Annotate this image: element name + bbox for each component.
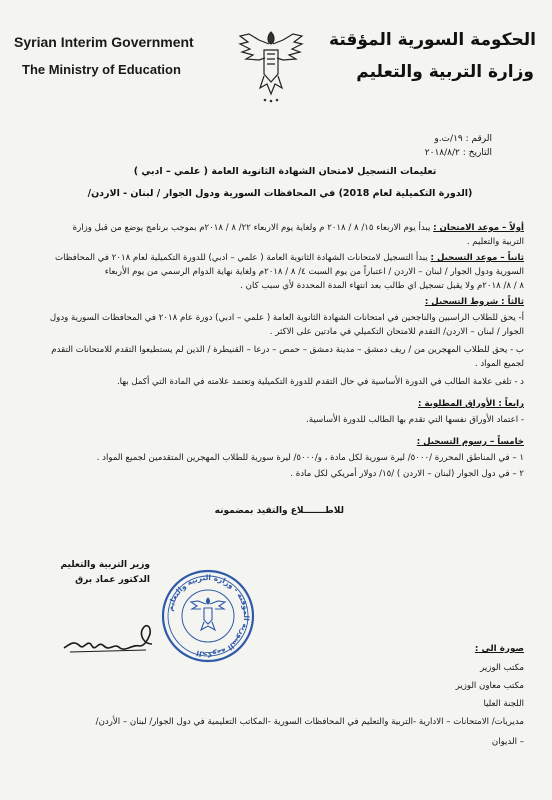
- section-4-line1: - اعتماد الأوراق نفسها التي تقدم بها الطالب للدورة الأساسية.: [306, 415, 524, 425]
- section-1-heading: أولاً – موعد الامتحان :: [433, 223, 524, 233]
- section-2-text: يبدأ التسجيل لامتحانات الشهادة الثانوية العامة ( علمي – ادبي) للدورة التكميلية لعام ٢٠١٨ في المحافظات: [54, 253, 428, 263]
- section-2-line1: [55, 252, 524, 265]
- cc-item: اللجنة العليا: [483, 699, 524, 709]
- header-ministry-en: The Ministry of Education: [22, 62, 181, 77]
- section-3-b-line2: لجميع المواد .: [474, 359, 524, 369]
- section-1-text: يبدأ يوم الاربعاء ١٥/ ٨ / ٢٠١٨ م ولغاية يوم الاربعاء ٢٢/ ٨ / ٢٠١٨م بموجب برنامج يوضع من قبل وزارة: [72, 223, 431, 233]
- section-2-heading: ثانياً – موعد التسجيل :: [430, 253, 524, 263]
- ref-date: التاريخ : ٢٠١٨/٨/٢: [424, 148, 492, 158]
- closing-note: للاطـــــــلاع والتقيد بمضمونه: [214, 506, 344, 516]
- header-ministry-ar: وزارة التربية والتعليم: [356, 62, 534, 82]
- doc-title-line2: (الدورة التكميلية لعام 2018) في المحافظات السورية ودول الجوار / لبنان - الاردن/: [87, 188, 473, 199]
- signature-role: وزير التربية والتعليم: [60, 560, 150, 570]
- section-3-a-line1: أ- يحق للطلاب الراسبين والناجحين في امتحانات الشهادة الثانوية العامة ( علمي – ادبي) دورة عام ٢٠١٨ في المحافظات السورية ودول: [49, 313, 524, 323]
- section-2-line2: السورية ودول الجوار / لبنان – الاردن / اعتباراً من يوم السبت ٤/ ٨ / ٢٠١٨م ولغاية نهاية الدوام الرسمي من يوم الأربعاء: [104, 267, 524, 277]
- header-gov-ar: الحكومة السورية المؤقتة: [329, 30, 536, 50]
- section-1-line1: [73, 222, 524, 235]
- cc-item: مديريات/ الامتحانات – الادارية -التربية والتعليم في المحافظات السورية -المكاتب التعليمية في دول الجوار/ لبنان – الأردن/: [95, 717, 524, 727]
- section-3-heading: ثالثاً : شروط التسجيل :: [424, 297, 524, 307]
- signature-name: الدكتور عماد برق: [75, 575, 150, 585]
- section-5-line2: ٢ – في دول الجوار (لبنان – الاردن ) /١٥/ دولار أمريكي لكل مادة .: [290, 469, 524, 479]
- handwritten-signature: [60, 600, 155, 660]
- section-3-c: د - تلغى علامة الطالب في الدورة الأساسية في حال التقدم للدورة التكميلية وتعتمد علامته في المادة التي أكمل بها.: [116, 377, 524, 387]
- section-4-heading: رابعاً : الأوراق المطلوبة :: [418, 399, 524, 409]
- cc-heading: صورة الى :: [474, 644, 524, 654]
- ref-number: الرقم : ١٩/ت.و: [434, 134, 492, 144]
- section-5-heading: خامساً – رسوم التسجيل :: [416, 437, 524, 447]
- cc-item: مكتب الوزير: [480, 663, 524, 673]
- section-5-line1: ١ – في المناطق المحررة /٥٠٠٠/ ليرة سورية لكل مادة ، و/٥٠٠٠/ ليرة سورية للطلاب المهجرين المتقدمين لجميع المواد .: [96, 453, 524, 463]
- cc-item: – الديوان: [491, 737, 524, 747]
- cc-item: مكتب معاون الوزير: [455, 681, 524, 691]
- section-1-line2: التربية والتعليم .: [466, 237, 524, 247]
- svg-text:الحكومة السورية المؤقتة - وزار: [165, 573, 251, 659]
- section-3-b-line1: ب - يحق للطلاب المهجرين من / ريف دمشق – مدينة دمشق – حمص – درعا – القنيطرة / الذين لم يستطيعوا التقدم للامتحانات التقدم: [51, 345, 524, 355]
- eagle-emblem-icon: [234, 24, 308, 106]
- header-gov-en: Syrian Interim Government: [14, 34, 194, 50]
- official-stamp: [160, 568, 256, 664]
- doc-title-line1: تعليمات التسجيل لامتحان الشهادة الثانوية العامة ( علمي – ادبي ): [133, 166, 437, 177]
- section-3-a-line2: الجوار / لبنان – الاردن/ التقدم للامتحان التكميلي في مادتين على الاكثر .: [269, 327, 524, 337]
- stamp-text: الحكومة السورية المؤقتة - وزارة التربية والتعليم: [165, 572, 252, 660]
- section-2-line3: ٨ / ٨/ ٢٠١٨م ولا يقبل تسجيل اي طالب بعد انتهاء المدة المحددة لأي سبب كان .: [240, 281, 524, 291]
